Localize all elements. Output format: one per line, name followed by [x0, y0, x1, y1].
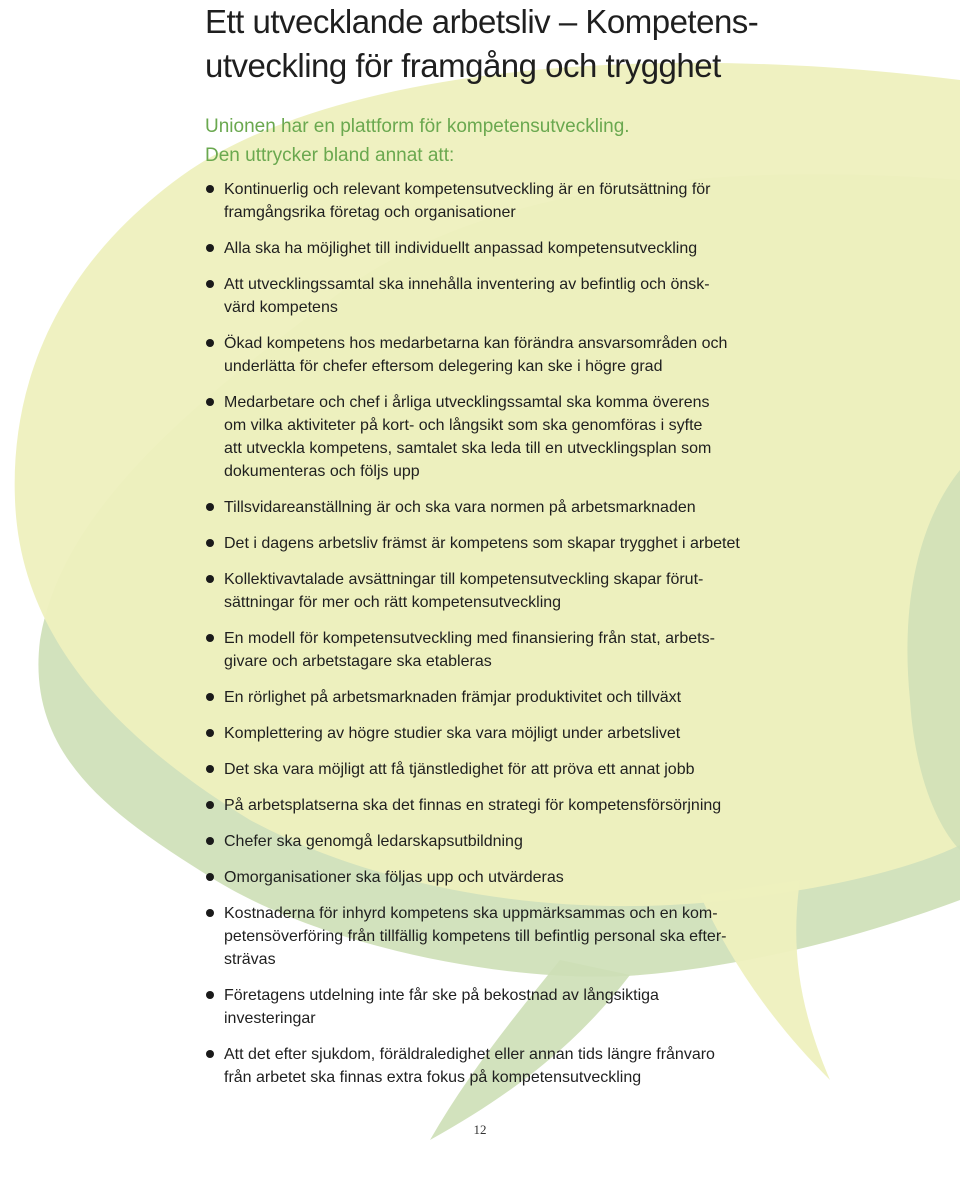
bullet-dot-icon	[206, 801, 214, 809]
bullet-item	[205, 722, 755, 745]
bullet-dot-icon	[206, 693, 214, 701]
bullet-item	[205, 237, 755, 260]
bullet-item	[205, 758, 755, 781]
bullet-text-line: sättningar för mer och rätt kompetensutveckling	[224, 594, 562, 611]
bullet-text-line: givare och arbetstagare ska etableras	[224, 653, 492, 670]
bullet-text-line: Chefer ska genomgå ledarskapsutbildning	[224, 833, 523, 850]
bullet-text-line: värd kompetens	[224, 299, 338, 316]
bullet-dot-icon	[206, 765, 214, 773]
bullet-text-line: Kostnaderna för inhyrd kompetens ska uppmärksammas och en kom-	[224, 905, 718, 922]
bullet-item	[205, 984, 755, 1030]
bullet-item	[205, 391, 755, 483]
bullet-dot-icon	[206, 1050, 214, 1058]
title-line: utveckling för framgång och trygghet	[205, 47, 721, 84]
bullet-text-line: Det ska vara möjligt att få tjänstledighet för att pröva ett annat jobb	[224, 761, 695, 778]
bullet-item	[205, 830, 755, 853]
page-title	[205, 0, 765, 88]
bullet-text-line: investeringar	[224, 1010, 316, 1027]
bullet-dot-icon	[206, 339, 214, 347]
bullet-dot-icon	[206, 991, 214, 999]
bullet-text-line: om vilka aktiviteter på kort- och långsikt som ska genomföras i syfte	[224, 417, 703, 434]
bullet-text-line: Företagens utdelning inte får ske på bekostnad av långsiktiga	[224, 987, 659, 1004]
intro-line: Unionen har en plattform för kompetensutveckling.	[205, 116, 630, 137]
bullet-text-line: underlätta för chefer eftersom delegering kan ske i högre grad	[224, 358, 663, 375]
bullet-dot-icon	[206, 873, 214, 881]
bullet-text-line: Kollektivavtalade avsättningar till kompetensutveckling skapar förut-	[224, 571, 704, 588]
bullet-text-line: Ökad kompetens hos medarbetarna kan förändra ansvarsområden och	[224, 335, 728, 352]
bullet-text-line: strävas	[224, 951, 276, 968]
bullet-dot-icon	[206, 244, 214, 252]
bullet-text-line: Att utvecklingssamtal ska innehålla inventering av befintlig och önsk-	[224, 276, 710, 293]
bullet-text-line: På arbetsplatserna ska det finnas en strategi för kompetensförsörjning	[224, 797, 722, 814]
bullet-text-line: Kontinuerlig och relevant kompetensutveckling är en förutsättning för	[224, 181, 711, 198]
bullet-dot-icon	[206, 280, 214, 288]
bullet-text-line: Att det efter sjukdom, föräldraledighet eller annan tids längre frånvaro	[224, 1046, 715, 1063]
bullet-item	[205, 1043, 755, 1089]
intro-line: Den uttrycker bland annat att:	[205, 145, 455, 166]
bullet-item	[205, 902, 755, 971]
bullet-text-line: Tillsvidareanställning är och ska vara normen på arbetsmarknaden	[224, 499, 696, 516]
bullet-dot-icon	[206, 575, 214, 583]
bullet-text-line: Det i dagens arbetsliv främst är kompetens som skapar trygghet i arbetet	[224, 535, 740, 552]
bullet-text-line: petensöverföring från tillfällig kompetens till befintlig personal ska efter-	[224, 928, 727, 945]
bullet-text-line: Omorganisationer ska följas upp och utvärderas	[224, 869, 564, 886]
bullet-dot-icon	[206, 503, 214, 511]
bullet-item	[205, 273, 755, 319]
bullet-item	[205, 866, 755, 889]
bullet-item	[205, 686, 755, 709]
title-line: Ett utvecklande arbetsliv – Kompetens-	[205, 3, 759, 40]
bullet-text-line: att utveckla kompetens, samtalet ska leda till en utvecklingsplan som	[224, 440, 712, 457]
bullet-text-line: En rörlighet på arbetsmarknaden främjar produktivitet och tillväxt	[224, 689, 682, 706]
bullet-list	[205, 178, 755, 1102]
bullet-text-line: från arbetet ska finnas extra fokus på kompetensutveckling	[224, 1069, 642, 1086]
bullet-text-line: Medarbetare och chef i årliga utvecklingssamtal ska komma överens	[224, 394, 710, 411]
bullet-item	[205, 532, 755, 555]
bullet-dot-icon	[206, 539, 214, 547]
intro-text	[205, 112, 765, 170]
bullet-dot-icon	[206, 185, 214, 193]
bullet-dot-icon	[206, 398, 214, 406]
bullet-text-line: En modell för kompetensutveckling med finansiering från stat, arbets-	[224, 630, 715, 647]
page-number: 12	[473, 1122, 487, 1137]
bullet-text-line: Komplettering av högre studier ska vara möjligt under arbetslivet	[224, 725, 681, 742]
bullet-item	[205, 332, 755, 378]
bullet-text-line: Alla ska ha möjlighet till individuellt anpassad kompetensutveckling	[224, 240, 698, 257]
bullet-text-line: dokumenteras och följs upp	[224, 463, 420, 480]
bullet-item	[205, 178, 755, 224]
bullet-item	[205, 568, 755, 614]
bullet-item	[205, 627, 755, 673]
bullet-item	[205, 794, 755, 817]
bullet-dot-icon	[206, 837, 214, 845]
bullet-dot-icon	[206, 634, 214, 642]
bullet-dot-icon	[206, 729, 214, 737]
bullet-item	[205, 496, 755, 519]
bullet-dot-icon	[206, 909, 214, 917]
bullet-text-line: framgångsrika företag och organisationer	[224, 204, 516, 221]
